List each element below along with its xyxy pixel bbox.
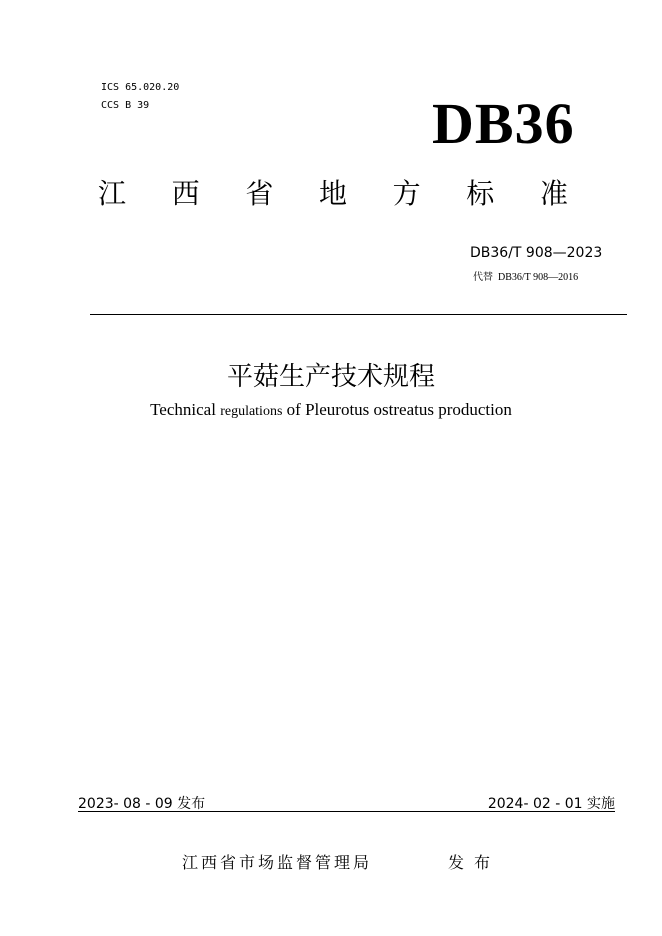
- implement-date: 2024- 02 - 01 实施: [487, 796, 615, 812]
- standard-type-char: 西: [171, 177, 200, 210]
- english-title: [0, 400, 662, 420]
- standard-type-char: 省: [245, 177, 274, 210]
- english-title-part: of Pleurotus ostreatus production: [282, 400, 512, 419]
- publish-date: 2023- 08 - 09 发布: [78, 796, 206, 812]
- standard-logo: DB36: [432, 91, 575, 156]
- footer-divider: [78, 811, 615, 812]
- standard-type-char: 标: [466, 177, 495, 210]
- standard-type-char: 地: [318, 177, 347, 210]
- chinese-title: 平菇生产技术规程: [226, 362, 435, 392]
- issue-label: 发布: [448, 853, 501, 872]
- standard-type-char: 准: [539, 177, 568, 210]
- replaces-number: DB36/T 908—2016: [498, 272, 579, 283]
- standard-type-char: 江: [98, 177, 127, 210]
- english-title-part: regulations: [220, 404, 283, 419]
- header-divider: [90, 314, 627, 315]
- standard-type-char: 方: [392, 177, 421, 210]
- standard-type-heading: [98, 172, 568, 212]
- replaces-label: 代替: [473, 272, 493, 283]
- ics-code: ICS 65.020.20: [101, 82, 180, 93]
- ccs-code: CCS B 39: [101, 100, 150, 111]
- standard-number: DB36/T 908—2023: [470, 245, 603, 261]
- issuing-authority: 江西省市场监督管理局: [182, 853, 373, 872]
- replaces-line: [473, 268, 578, 283]
- english-title-part: Technical: [150, 400, 221, 419]
